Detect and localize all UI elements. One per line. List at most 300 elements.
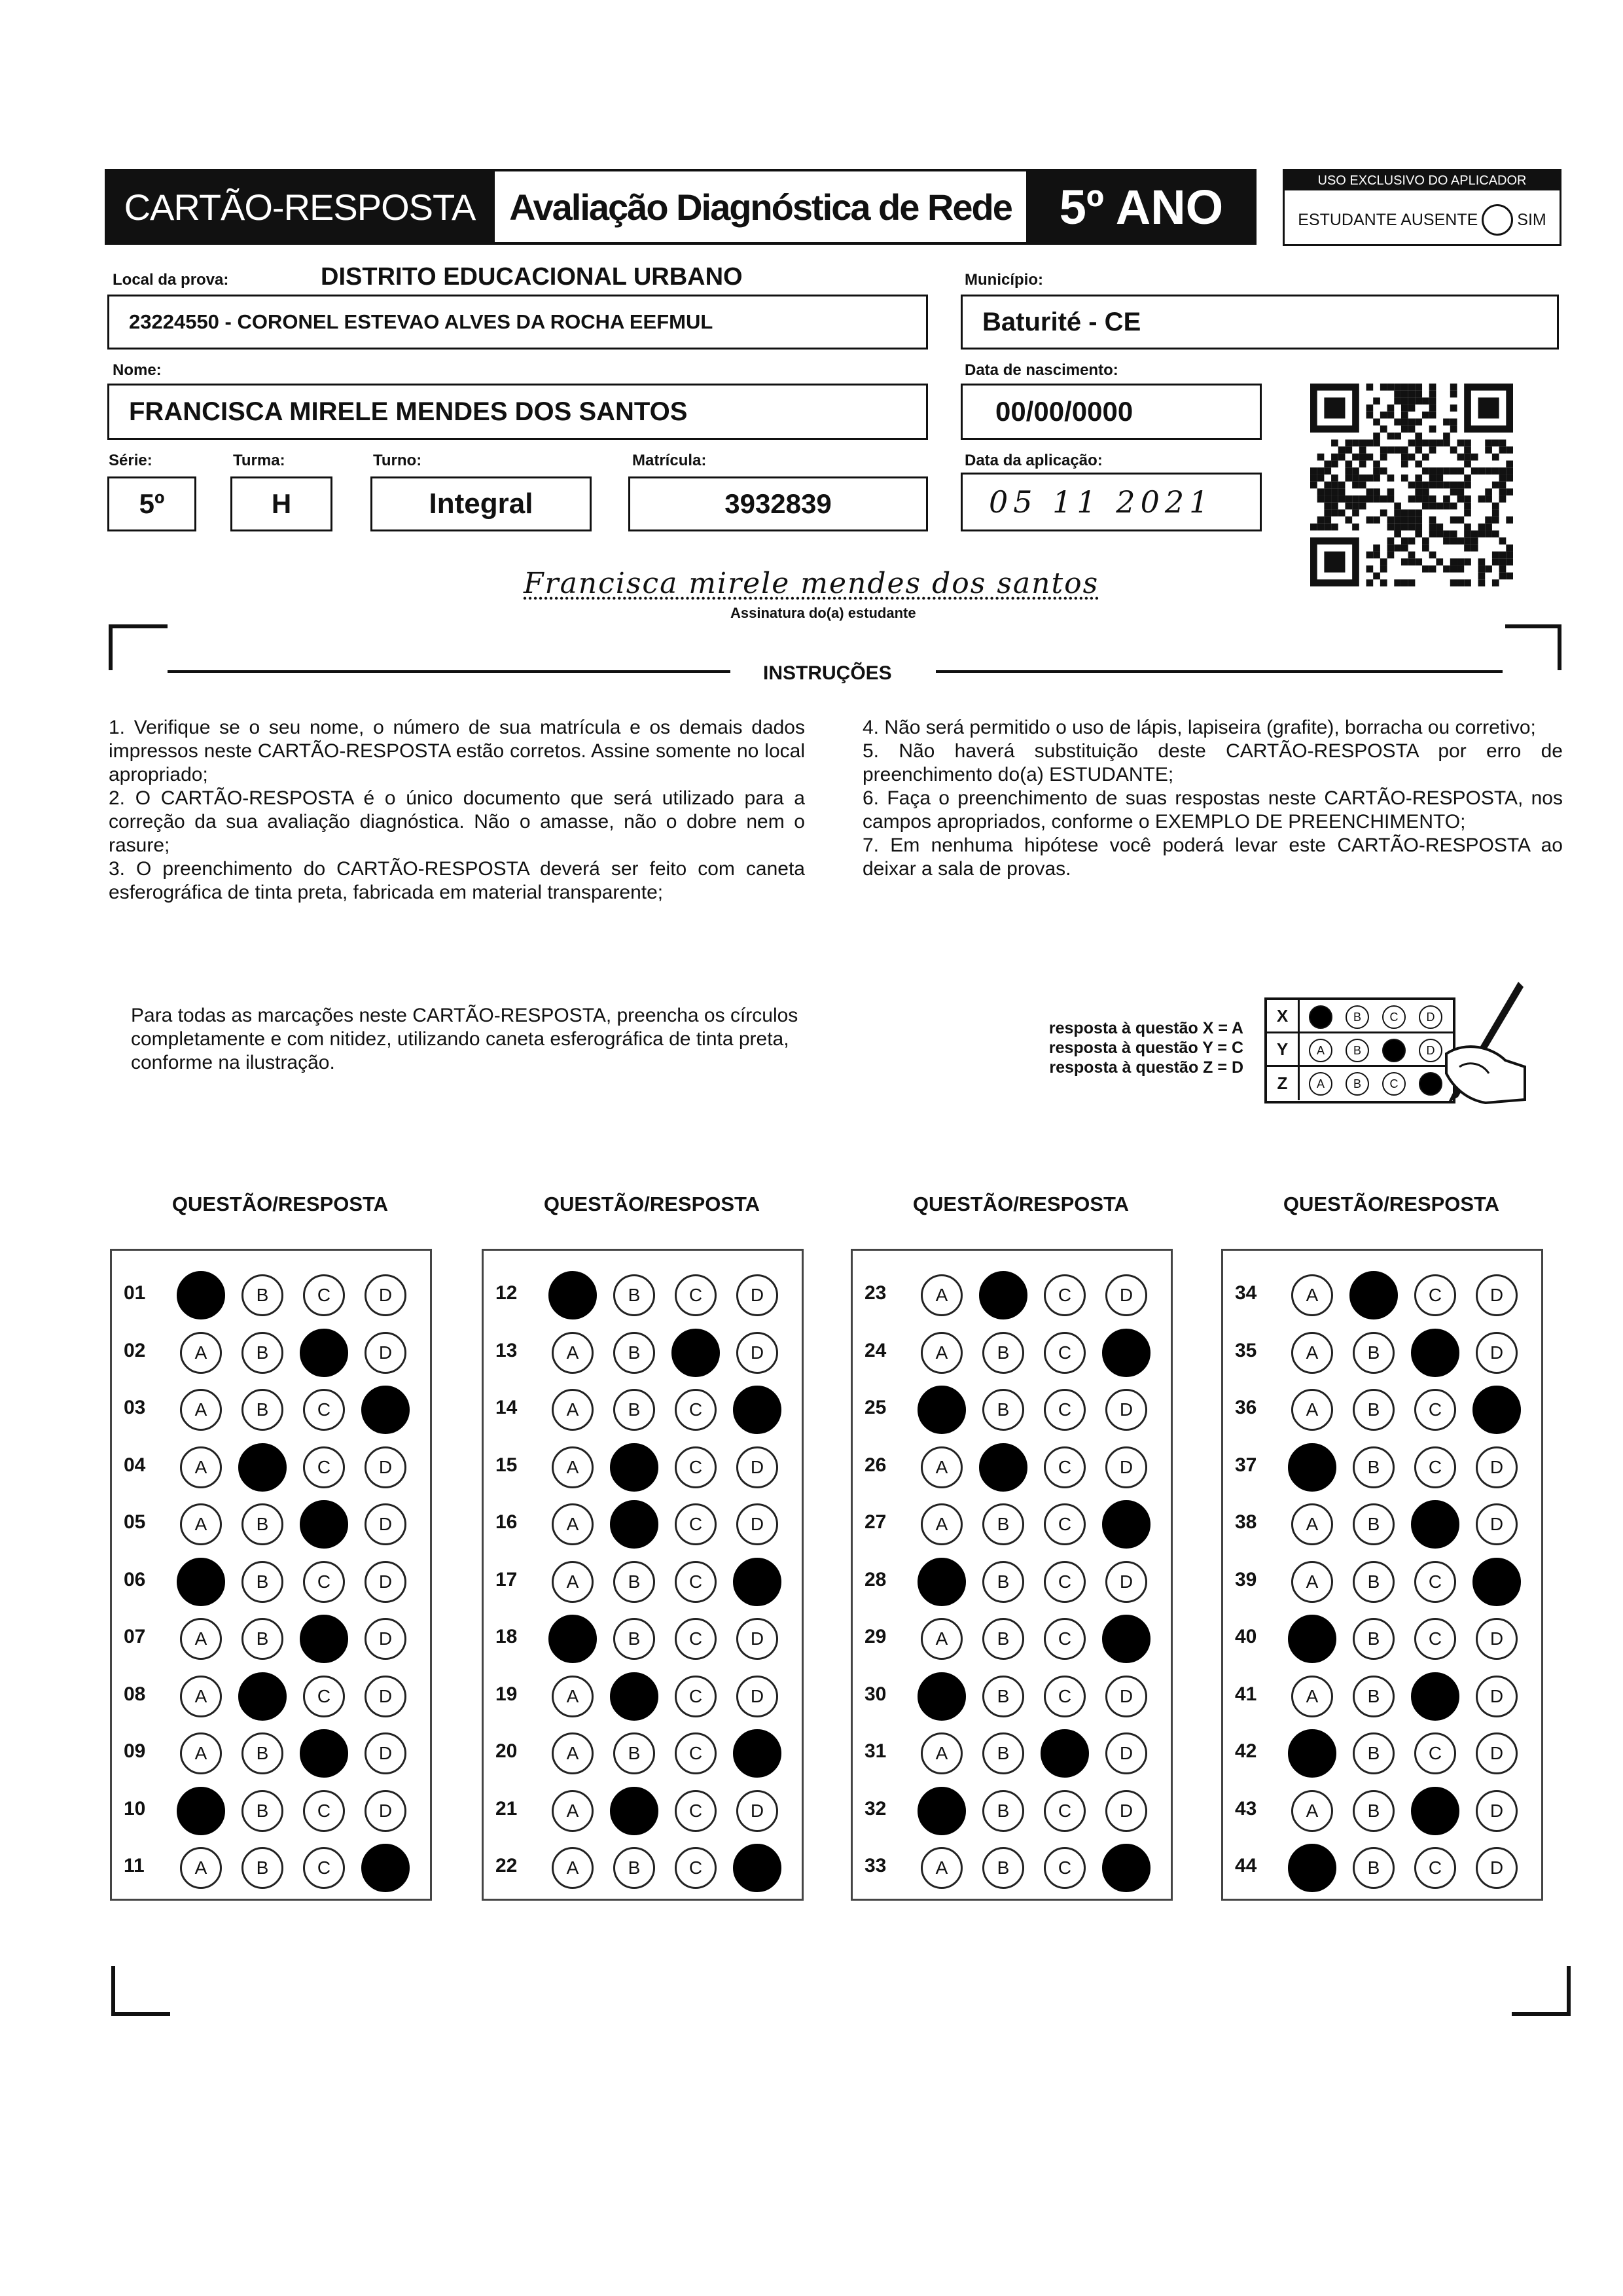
answer-bubble-a[interactable]: A: [180, 1332, 222, 1374]
answer-bubble-a[interactable]: A: [180, 1847, 222, 1889]
question-number: 41: [1235, 1683, 1257, 1705]
answer-bubble-d[interactable]: D: [733, 1558, 781, 1606]
example-option-c: C: [1382, 1039, 1406, 1062]
answer-bubble-a[interactable]: A: [918, 1558, 966, 1606]
answer-bubble-c[interactable]: C: [1041, 1729, 1089, 1778]
answer-bubble-b[interactable]: B: [613, 1618, 655, 1660]
example-option-b: B: [1346, 1072, 1369, 1096]
absent-label: ESTUDANTE AUSENTE: [1298, 210, 1478, 229]
answer-row: [853, 1497, 1171, 1549]
answer-bubble-c[interactable]: C: [675, 1790, 717, 1832]
aplicacao-label: Data da aplicação:: [965, 452, 1103, 469]
question-number: 35: [1235, 1339, 1257, 1361]
answer-bubble-a[interactable]: A: [918, 1386, 966, 1434]
answer-bubble-d[interactable]: D: [733, 1386, 781, 1434]
answer-bubble-b[interactable]: B: [610, 1787, 658, 1835]
answer-bubble-c[interactable]: C: [1044, 1676, 1086, 1717]
question-number: 28: [865, 1568, 887, 1590]
answer-row: [112, 1611, 430, 1664]
answer-bubble-c[interactable]: C: [303, 1561, 345, 1603]
answer-bubble-c[interactable]: C: [671, 1329, 720, 1377]
answer-row: [484, 1268, 802, 1320]
answer-bubble-d[interactable]: D: [736, 1274, 778, 1316]
answer-bubble-a[interactable]: A: [180, 1732, 222, 1774]
answer-row: [112, 1325, 430, 1378]
answer-bubble-c[interactable]: C: [300, 1329, 348, 1377]
answer-bubble-d[interactable]: D: [1105, 1389, 1147, 1431]
answer-bubble-b[interactable]: B: [241, 1790, 283, 1832]
answer-bubble-d[interactable]: D: [365, 1503, 406, 1545]
example-option-a: A: [1309, 1039, 1332, 1062]
question-number: 26: [865, 1454, 887, 1476]
answer-bubble-d[interactable]: D: [1476, 1676, 1518, 1717]
answer-bubble-c[interactable]: C: [675, 1389, 717, 1431]
answer-row: [1223, 1382, 1541, 1435]
example-option-c: C: [1382, 1005, 1406, 1029]
answer-bubble-d[interactable]: D: [361, 1844, 410, 1892]
answer-bubble-c[interactable]: C: [1044, 1847, 1086, 1889]
school-field: 23224550 - CORONEL ESTEVAO ALVES DA ROCHA EEFMUL: [107, 295, 928, 350]
instructions-rule-right: [936, 670, 1503, 673]
instruction-item: 3. O preenchimento do CARTÃO-RESPOSTA deverá ser feito com caneta esferográfica de tinta preta, fabricada em material transparente;: [109, 858, 805, 903]
answer-bubble-d[interactable]: D: [365, 1732, 406, 1774]
student-signature: Francisca mirele mendes dos santos: [524, 567, 1099, 600]
answer-bubble-a[interactable]: A: [1291, 1503, 1333, 1545]
answer-bubble-c[interactable]: C: [1044, 1389, 1086, 1431]
answer-bubble-b[interactable]: B: [610, 1672, 658, 1721]
answer-bubble-b[interactable]: B: [982, 1847, 1024, 1889]
answer-bubble-a[interactable]: A: [552, 1332, 594, 1374]
answer-bubble-b[interactable]: B: [241, 1561, 283, 1603]
answer-bubble-d[interactable]: D: [365, 1332, 406, 1374]
answer-row: [853, 1268, 1171, 1320]
example-option-d: D: [1419, 1072, 1442, 1096]
signature-label: Assinatura do(a) estudante: [730, 605, 916, 621]
answer-row: [853, 1554, 1171, 1607]
answer-row: [853, 1784, 1171, 1836]
answer-bubble-b[interactable]: B: [613, 1847, 655, 1889]
answer-bubble-b[interactable]: B: [982, 1618, 1024, 1660]
answer-bubble-d[interactable]: D: [1105, 1732, 1147, 1774]
answer-bubble-b[interactable]: B: [982, 1503, 1024, 1545]
answer-row: [1223, 1669, 1541, 1721]
answer-column-title: QUESTÃO/RESPOSTA: [543, 1193, 760, 1215]
answer-row: [112, 1669, 430, 1721]
answer-bubble-a[interactable]: A: [180, 1446, 222, 1488]
answer-column: [110, 1249, 432, 1901]
answer-row: [853, 1382, 1171, 1435]
answer-bubble-a[interactable]: A: [548, 1271, 597, 1319]
answer-bubble-b[interactable]: B: [241, 1618, 283, 1660]
example-row-label: Y: [1267, 1033, 1300, 1065]
answer-bubble-a[interactable]: A: [921, 1732, 963, 1774]
answer-bubble-d[interactable]: D: [1105, 1561, 1147, 1603]
question-number: 39: [1235, 1568, 1257, 1590]
answer-bubble-c[interactable]: C: [675, 1274, 717, 1316]
answer-bubble-a[interactable]: A: [921, 1274, 963, 1316]
answer-bubble-d[interactable]: D: [733, 1729, 781, 1778]
instructions-left: [109, 716, 805, 905]
answer-column-title: QUESTÃO/RESPOSTA: [1283, 1193, 1500, 1215]
answer-bubble-b[interactable]: B: [613, 1389, 655, 1431]
answer-bubble-c[interactable]: C: [303, 1389, 345, 1431]
instruction-item: 5. Não haverá substituição deste CARTÃO-RESPOSTA por erro de preenchimento do(a) ESTUDANTE;: [863, 740, 1563, 785]
answer-bubble-b[interactable]: B: [979, 1443, 1027, 1492]
question-number: 25: [865, 1397, 887, 1418]
answer-bubble-b[interactable]: B: [241, 1274, 283, 1316]
question-number: 19: [495, 1683, 518, 1705]
question-number: 38: [1235, 1511, 1257, 1533]
question-number: 40: [1235, 1626, 1257, 1647]
answer-bubble-d[interactable]: D: [736, 1676, 778, 1717]
answer-bubble-a[interactable]: A: [921, 1446, 963, 1488]
answer-bubble-c[interactable]: C: [1044, 1332, 1086, 1374]
answer-row: [853, 1840, 1171, 1893]
answer-bubble-a[interactable]: A: [552, 1446, 594, 1488]
applicator-box: [1283, 169, 1561, 246]
question-number: 07: [124, 1626, 146, 1647]
answer-row: [112, 1440, 430, 1492]
answer-bubble-b[interactable]: B: [982, 1676, 1024, 1717]
serie-label: Série:: [109, 452, 152, 469]
answer-bubble-a[interactable]: A: [552, 1503, 594, 1545]
question-number: 20: [495, 1740, 518, 1762]
answer-bubble-c[interactable]: C: [675, 1446, 717, 1488]
answer-bubble-a[interactable]: A: [552, 1732, 594, 1774]
answer-bubble-c[interactable]: C: [1411, 1787, 1459, 1835]
example-line: resposta à questão Y = C: [1048, 1039, 1243, 1057]
answer-bubble-b[interactable]: B: [1353, 1389, 1395, 1431]
answer-bubble-b[interactable]: B: [613, 1732, 655, 1774]
answer-bubble-d[interactable]: D: [736, 1332, 778, 1374]
answer-row: [853, 1669, 1171, 1721]
example-line: resposta à questão X = A: [1048, 1019, 1243, 1037]
answer-bubble-a[interactable]: A: [918, 1787, 966, 1835]
answer-bubble-d[interactable]: D: [1476, 1274, 1518, 1316]
answer-bubble-d[interactable]: D: [1476, 1618, 1518, 1660]
answer-bubble-c[interactable]: C: [675, 1561, 717, 1603]
answer-bubble-d[interactable]: D: [365, 1446, 406, 1488]
question-number: 13: [495, 1339, 518, 1361]
answer-row: [112, 1784, 430, 1836]
example-option-b: B: [1346, 1039, 1369, 1062]
grade-banner: 5º ANO: [1026, 169, 1257, 245]
example-option-b: B: [1346, 1005, 1369, 1029]
answer-bubble-c[interactable]: C: [675, 1732, 717, 1774]
answer-row: [484, 1440, 802, 1492]
answer-bubble-a[interactable]: A: [180, 1618, 222, 1660]
answer-bubble-d[interactable]: D: [1105, 1274, 1147, 1316]
answer-bubble-c[interactable]: C: [1411, 1500, 1459, 1549]
answer-bubble-d[interactable]: D: [736, 1618, 778, 1660]
answer-bubble-d[interactable]: D: [1102, 1500, 1150, 1549]
nascimento-field: 00/00/0000: [961, 384, 1262, 440]
instructions-right: [863, 716, 1563, 881]
question-number: 05: [124, 1511, 146, 1533]
answer-bubble-b[interactable]: B: [982, 1332, 1024, 1374]
answer-bubble-c[interactable]: C: [300, 1500, 348, 1549]
answer-bubble-a[interactable]: A: [180, 1676, 222, 1717]
answer-bubble-a[interactable]: A: [177, 1271, 225, 1319]
answer-bubble-a[interactable]: A: [1291, 1561, 1333, 1603]
answer-bubble-a[interactable]: A: [548, 1615, 597, 1663]
applicator-label: USO EXCLUSIVO DO APLICADOR: [1285, 171, 1560, 190]
answer-bubble-a[interactable]: A: [918, 1672, 966, 1721]
answer-bubble-c[interactable]: C: [1044, 1446, 1086, 1488]
question-number: 15: [495, 1454, 518, 1476]
question-number: 33: [865, 1855, 887, 1876]
answer-bubble-a[interactable]: A: [1291, 1332, 1333, 1374]
answer-bubble-a[interactable]: A: [177, 1787, 225, 1835]
answer-bubble-d[interactable]: D: [733, 1844, 781, 1892]
answer-bubble-a[interactable]: A: [552, 1847, 594, 1889]
answer-column: [851, 1249, 1173, 1901]
answer-bubble-d[interactable]: D: [1102, 1844, 1150, 1892]
question-number: 32: [865, 1797, 887, 1820]
answer-bubble-b[interactable]: B: [982, 1561, 1024, 1603]
answer-bubble-b[interactable]: B: [241, 1503, 283, 1545]
answer-bubble-d[interactable]: D: [1476, 1732, 1518, 1774]
answer-bubble-c[interactable]: C: [303, 1446, 345, 1488]
answer-bubble-a[interactable]: A: [180, 1503, 222, 1545]
answer-bubble-a[interactable]: A: [921, 1503, 963, 1545]
answer-bubble-a[interactable]: A: [1288, 1729, 1336, 1778]
question-number: 34: [1235, 1282, 1257, 1304]
serie-field: 5º: [107, 476, 196, 531]
answer-bubble-d[interactable]: D: [1105, 1676, 1147, 1717]
answer-bubble-c[interactable]: C: [300, 1729, 348, 1778]
municipio-field: Baturité - CE: [961, 295, 1559, 350]
question-number: 06: [124, 1568, 146, 1590]
answer-row: [1223, 1840, 1541, 1893]
instruction-item: 4. Não será permitido o uso de lápis, lapiseira (grafite), borracha ou corretivo;: [863, 717, 1536, 738]
pen-hand-icon: [1407, 975, 1531, 1106]
answer-row: [484, 1840, 802, 1893]
answer-bubble-a[interactable]: A: [552, 1389, 594, 1431]
answer-bubble-a[interactable]: A: [1291, 1389, 1333, 1431]
corner-mark-tl: [109, 624, 168, 670]
card-title: CARTÃO-RESPOSTA: [105, 169, 495, 245]
answer-bubble-b[interactable]: B: [241, 1847, 283, 1889]
answer-bubble-a[interactable]: A: [1291, 1790, 1333, 1832]
answer-bubble-d[interactable]: D: [1105, 1790, 1147, 1832]
qr-code-icon: [1306, 384, 1517, 586]
question-number: 24: [865, 1339, 887, 1361]
answer-bubble-b[interactable]: B: [241, 1389, 283, 1431]
answer-bubble-b[interactable]: B: [613, 1274, 655, 1316]
nascimento-label: Data de nascimento:: [965, 361, 1118, 379]
matricula-label: Matrícula:: [632, 452, 707, 469]
answer-bubble-b[interactable]: B: [241, 1732, 283, 1774]
answer-bubble-c[interactable]: C: [1414, 1389, 1456, 1431]
answer-row: [1223, 1726, 1541, 1778]
answer-bubble-d[interactable]: D: [1476, 1790, 1518, 1832]
question-number: 04: [124, 1454, 146, 1476]
question-number: 14: [495, 1397, 518, 1418]
answer-bubble-d[interactable]: D: [736, 1503, 778, 1545]
answer-bubble-c[interactable]: C: [675, 1676, 717, 1717]
answer-bubble-c[interactable]: C: [1411, 1329, 1459, 1377]
answer-bubble-a[interactable]: A: [921, 1618, 963, 1660]
answer-bubble-b[interactable]: B: [613, 1561, 655, 1603]
local-value: DISTRITO EDUCACIONAL URBANO: [321, 263, 743, 291]
answer-bubble-d[interactable]: D: [365, 1561, 406, 1603]
answer-bubble-b[interactable]: B: [1353, 1332, 1395, 1374]
answer-bubble-c[interactable]: C: [1411, 1672, 1459, 1721]
answer-bubble-d[interactable]: D: [365, 1274, 406, 1316]
question-number: 08: [124, 1683, 146, 1705]
answer-row: [1223, 1268, 1541, 1320]
turno-field: Integral: [370, 476, 592, 531]
question-number: 44: [1235, 1855, 1257, 1876]
question-number: 37: [1235, 1454, 1257, 1476]
answer-bubble-b[interactable]: B: [979, 1271, 1027, 1319]
answer-bubble-a[interactable]: A: [1288, 1844, 1336, 1892]
instruction-item: 7. Em nenhuma hipótese você poderá levar este CARTÃO-RESPOSTA ao deixar a sala de provas.: [863, 834, 1563, 880]
answer-bubble-b[interactable]: B: [982, 1389, 1024, 1431]
answer-bubble-c[interactable]: C: [1044, 1503, 1086, 1545]
answer-bubble-c[interactable]: C: [1044, 1561, 1086, 1603]
instruction-item: 6. Faça o preenchimento de suas respostas neste CARTÃO-RESPOSTA, nos campos apropriados, conforme o EXEMPLO DE PREENCHIMENTO;: [863, 787, 1563, 833]
answer-bubble-d[interactable]: D: [365, 1618, 406, 1660]
answer-bubble-b[interactable]: B: [610, 1500, 658, 1549]
answer-bubble-b[interactable]: B: [1353, 1561, 1395, 1603]
answer-bubble-b[interactable]: B: [1353, 1446, 1395, 1488]
answer-bubble-c[interactable]: C: [303, 1847, 345, 1889]
answer-bubble-a[interactable]: A: [1288, 1443, 1336, 1492]
example-option-d: D: [1419, 1005, 1442, 1029]
question-number: 42: [1235, 1740, 1257, 1762]
answer-bubble-d[interactable]: D: [1476, 1503, 1518, 1545]
answer-bubble-a[interactable]: A: [1291, 1274, 1333, 1316]
corner-mark-tr: [1505, 624, 1561, 670]
absent-checkbox[interactable]: [1482, 204, 1513, 236]
turma-field: H: [230, 476, 332, 531]
answer-row: [1223, 1440, 1541, 1492]
answer-bubble-b[interactable]: B: [238, 1443, 287, 1492]
answer-bubble-a[interactable]: A: [552, 1561, 594, 1603]
answer-bubble-d[interactable]: D: [1476, 1847, 1518, 1889]
question-number: 29: [865, 1626, 887, 1647]
answer-bubble-c[interactable]: C: [1414, 1618, 1456, 1660]
answer-bubble-a[interactable]: A: [180, 1389, 222, 1431]
example-option-a: A: [1309, 1005, 1332, 1029]
answer-bubble-d[interactable]: D: [1105, 1446, 1147, 1488]
answer-row: [484, 1611, 802, 1664]
answer-bubble-b[interactable]: B: [610, 1443, 658, 1492]
answer-bubble-c[interactable]: C: [1414, 1732, 1456, 1774]
answer-bubble-b[interactable]: B: [1353, 1618, 1395, 1660]
corner-mark-br: [1512, 1966, 1571, 2016]
answer-bubble-b[interactable]: B: [1353, 1503, 1395, 1545]
answer-bubble-d[interactable]: D: [361, 1386, 410, 1434]
answer-bubble-c[interactable]: C: [1414, 1847, 1456, 1889]
answer-row: [484, 1784, 802, 1836]
answer-bubble-c[interactable]: C: [675, 1618, 717, 1660]
answer-column: [1221, 1249, 1543, 1901]
answer-bubble-d[interactable]: D: [1476, 1446, 1518, 1488]
answer-bubble-c[interactable]: C: [1414, 1561, 1456, 1603]
answer-bubble-c[interactable]: C: [303, 1676, 345, 1717]
answer-bubble-b[interactable]: B: [613, 1332, 655, 1374]
answer-bubble-c[interactable]: C: [1044, 1790, 1086, 1832]
answer-row: [112, 1268, 430, 1320]
instructions-rule-left: [168, 670, 730, 673]
question-number: 21: [495, 1797, 518, 1820]
answer-row: [112, 1382, 430, 1435]
answer-bubble-b[interactable]: B: [982, 1732, 1024, 1774]
answer-bubble-c[interactable]: C: [1414, 1446, 1456, 1488]
exam-name: Avaliação Diagnóstica de Rede: [495, 169, 1026, 245]
question-number: 09: [124, 1740, 146, 1762]
answer-bubble-c[interactable]: C: [303, 1274, 345, 1316]
answer-row: [484, 1382, 802, 1435]
question-number: 18: [495, 1626, 518, 1647]
answer-row: [484, 1669, 802, 1721]
answer-bubble-b[interactable]: B: [241, 1332, 283, 1374]
answer-bubble-b[interactable]: B: [1349, 1271, 1398, 1319]
answer-bubble-a[interactable]: A: [552, 1790, 594, 1832]
answer-bubble-b[interactable]: B: [1353, 1732, 1395, 1774]
example-option-c: C: [1382, 1072, 1406, 1096]
answer-bubble-c[interactable]: C: [675, 1503, 717, 1545]
answer-bubble-d[interactable]: D: [1102, 1329, 1150, 1377]
answer-bubble-c[interactable]: C: [1414, 1274, 1456, 1316]
answer-bubble-a[interactable]: A: [177, 1558, 225, 1606]
answer-bubble-a[interactable]: A: [1291, 1676, 1333, 1717]
answer-row: [112, 1726, 430, 1778]
answer-bubble-d[interactable]: D: [365, 1790, 406, 1832]
answer-bubble-d[interactable]: D: [1472, 1386, 1521, 1434]
answer-bubble-d[interactable]: D: [1476, 1332, 1518, 1374]
question-number: 17: [495, 1568, 518, 1590]
example-row-label: Z: [1267, 1067, 1300, 1100]
answer-bubble-b[interactable]: B: [1353, 1847, 1395, 1889]
answer-bubble-c[interactable]: C: [1044, 1274, 1086, 1316]
answer-bubble-c[interactable]: C: [1044, 1618, 1086, 1660]
turma-label: Turma:: [233, 452, 285, 469]
question-number: 11: [124, 1855, 145, 1876]
answer-row: [484, 1726, 802, 1778]
answer-row: [484, 1325, 802, 1378]
answer-bubble-b[interactable]: B: [238, 1672, 287, 1721]
answer-bubble-b[interactable]: B: [1353, 1790, 1395, 1832]
question-number: 10: [124, 1797, 146, 1820]
marking-note: Para todas as marcações neste CARTÃO-RESPOSTA, preencha os círculos completamente e com nitidez, utilizando caneta esferográfica de tinta preta, conforme na ilustração.: [131, 1005, 798, 1073]
answer-bubble-b[interactable]: B: [982, 1790, 1024, 1832]
question-number: 30: [865, 1683, 887, 1705]
answer-bubble-b[interactable]: B: [1353, 1676, 1395, 1717]
answer-bubble-d[interactable]: D: [365, 1676, 406, 1717]
nome-field: FRANCISCA MIRELE MENDES DOS SANTOS: [107, 384, 928, 440]
answer-bubble-d[interactable]: D: [1472, 1558, 1521, 1606]
answer-column-title: QUESTÃO/RESPOSTA: [171, 1193, 389, 1215]
answer-bubble-a[interactable]: A: [1288, 1615, 1336, 1663]
answer-bubble-a[interactable]: A: [921, 1847, 963, 1889]
answer-bubble-c[interactable]: C: [300, 1615, 348, 1663]
answer-bubble-a[interactable]: A: [921, 1332, 963, 1374]
answer-bubble-d[interactable]: D: [1102, 1615, 1150, 1663]
answer-bubble-c[interactable]: C: [303, 1790, 345, 1832]
question-number: 12: [495, 1282, 518, 1304]
answer-row: [112, 1497, 430, 1549]
answer-bubble-a[interactable]: A: [552, 1676, 594, 1717]
example-legend: [1027, 1018, 1243, 1077]
answer-bubble-d[interactable]: D: [736, 1790, 778, 1832]
answer-bubble-c[interactable]: C: [675, 1847, 717, 1889]
question-number: 23: [865, 1282, 887, 1304]
answer-bubble-d[interactable]: D: [736, 1446, 778, 1488]
